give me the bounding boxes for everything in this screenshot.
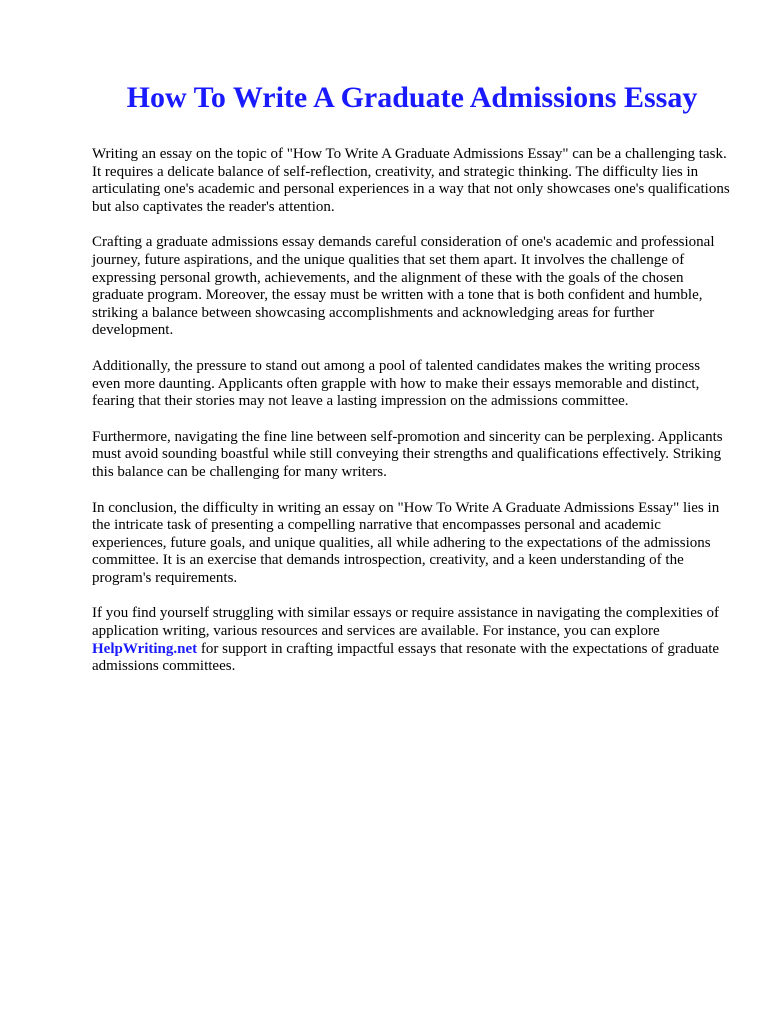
paragraph-crafting: Crafting a graduate admissions essay demands careful consideration of one's academic and professional journey, future aspirations, and the unique qualities that set them apart. It involves the challenge of expressing personal growth, achievements, and the alignment of these with the goals of the chosen graduate program. Moreover, the essay must be written with a tone that is both confident and humble, striking a balance between showcasing accomplishments and acknowledging areas for further development. [92,234,715,339]
resources-text-after-link: for support in crafting impactful essays that resonate with the expectations of graduate admissions committees. [92,640,720,675]
resources-text-before-link: If you find yourself struggling with similar essays or require assistance in navigating the complexities of application writing, various resources and services are available. For instance, you can explore [92,605,719,640]
paragraph-pressure: Additionally, the pressure to stand out among a pool of talented candidates makes the writing process even more daunting. Applicants often grapple with how to make their essays memorable and distinct, fearing that their stories may not leave a lasting impression on the admissions committee. [92,357,701,410]
page-title: How To Write A Graduate Admissions Essay [126,81,698,114]
helpwriting-link[interactable]: HelpWriting.net [92,640,198,657]
essay-body [92,146,732,676]
paragraph-conclusion: In conclusion, the difficulty in writing an essay on "How To Write A Graduate Admissions Essay" lies in the intricate task of presenting a compelling narrative that encompasses personal and academic experiences, future goals, and unique qualities, all while adhering to the expectations of the admissions committee. It is an exercise that demands introspection, creativity, and a keen understanding of the program's requirements. [92,499,720,586]
paragraph-intro: Writing an essay on the topic of "How To Write A Graduate Admissions Essay" can be a challenging task. It requires a delicate balance of self-reflection, creativity, and strategic thinking. The difficulty lies in articulating one's academic and personal experiences in a way that not only showcases one's qualifications but also captivates the reader's attention. [92,146,730,215]
paragraph-balance: Furthermore, navigating the fine line between self-promotion and sincerity can be perplexing. Applicants must avoid sounding boastful while still conveying their strengths and qualifications effectively. Striking this balance can be challenging for many writers. [92,428,723,480]
paragraph-resources [92,605,732,675]
